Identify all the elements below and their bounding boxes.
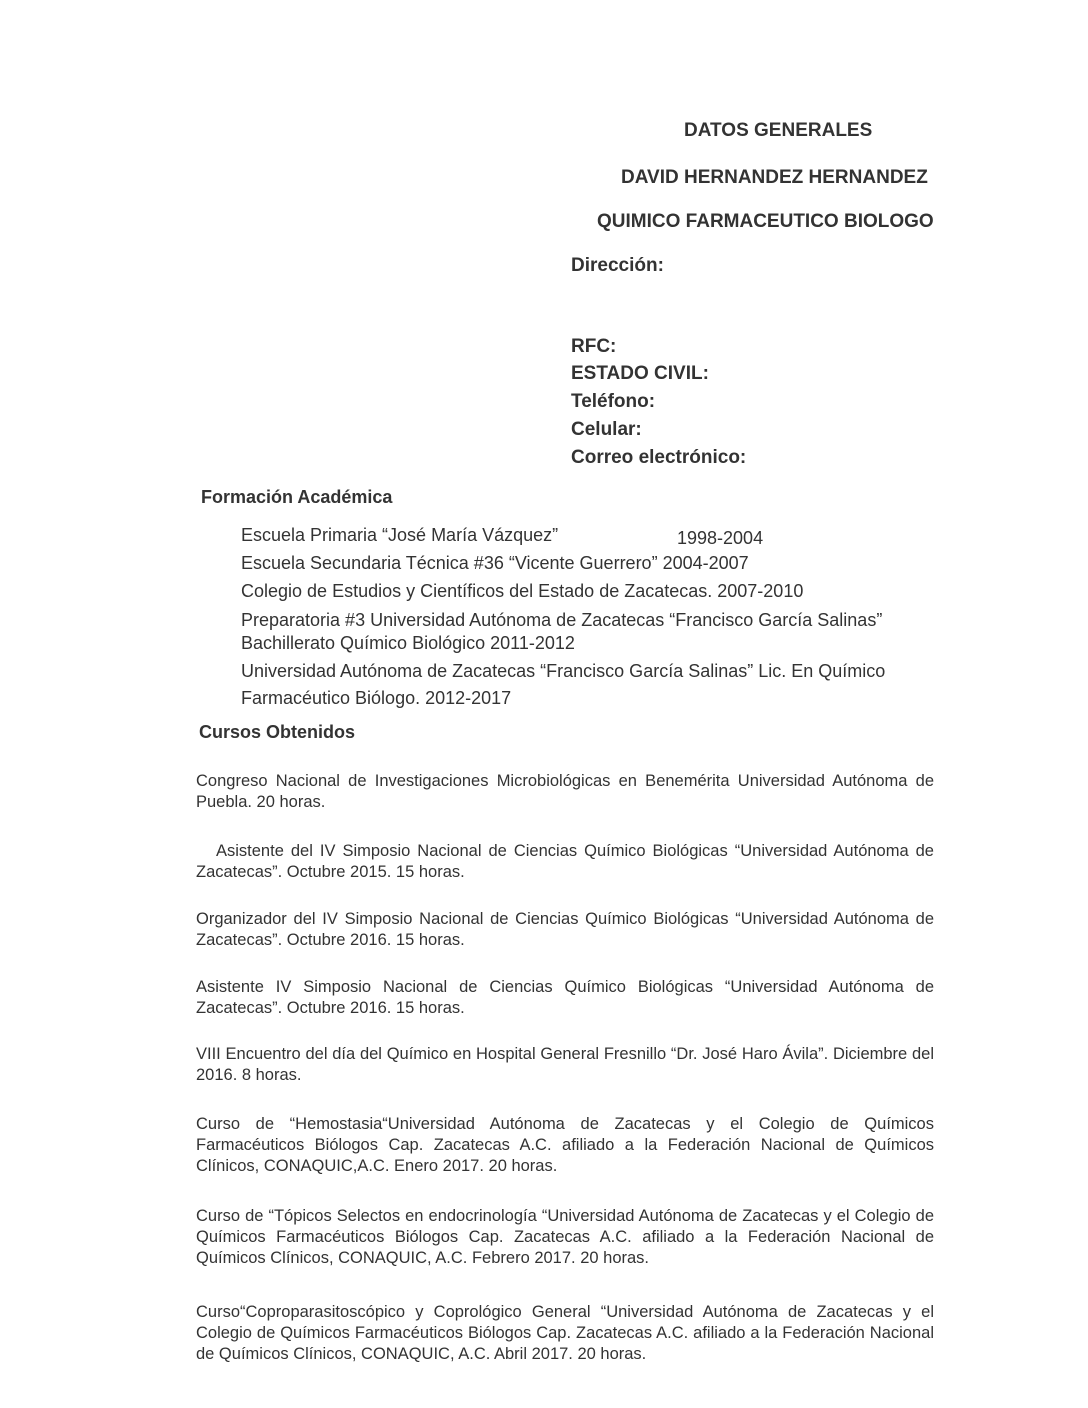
- edu-line: Colegio de Estudios y Científicos del Estado de Zacatecas. 2007-2010: [241, 581, 804, 601]
- edu-year: 1998-2004: [677, 528, 764, 548]
- document-title: DATOS GENERALES: [684, 120, 873, 141]
- formacion-heading: Formación Académica: [201, 487, 393, 507]
- course-item: VIII Encuentro del día del Químico en Hospital General Fresnillo “Dr. José Haro Ávila”. Diciembre del 2016. 8 horas.: [196, 1045, 934, 1084]
- course-item: Curso de “Tópicos Selectos en endocrinología “Universidad Autónoma de Zacatecas y el Colegio de Químicos Farmacéuticos Biólogos Cap. Zacatecas A.C. afiliado a la Federación Nacional de Químicos Clínicos, CONAQUIC, A.C. Febrero 2017. 20 horas.: [196, 1207, 934, 1267]
- course-item: Curso“Coproparasitoscópico y Coprológico General “Universidad Autónoma de Zacatecas y el Colegio de Químicos Farmacéuticos Biólogos Cap. Zacatecas A.C. afiliado a la Federación Nacional de Químicos Clínicos, CONAQUIC, A.C. Abril 2017. 20 horas.: [196, 1303, 934, 1363]
- correo-label: Correo electrónico:: [571, 447, 747, 468]
- edu-line: Farmacéutico Biólogo. 2012-2017: [241, 688, 512, 708]
- course-item: Asistente IV Simposio Nacional de Ciencias Químico Biológicas “Universidad Autónoma de Zacatecas”. Octubre 2016. 15 horas.: [196, 978, 934, 1017]
- course-item: Curso de “Hemostasia“Universidad Autónoma de Zacatecas y el Colegio de Químicos Farmacéuticos Biólogos Cap. Zacatecas A.C. afiliado a la Federación Nacional de Químicos Clínicos, CONAQUIC,A.C. Enero 2017. 20 horas.: [196, 1115, 934, 1175]
- course-item: Congreso Nacional de Investigaciones Microbiológicas en Benemérita Universidad Autónoma de Puebla. 20 horas.: [196, 772, 934, 811]
- telefono-label: Teléfono:: [571, 391, 656, 412]
- rfc-label: RFC:: [571, 336, 617, 357]
- person-name: DAVID HERNANDEZ HERNANDEZ: [621, 167, 928, 188]
- cursos-heading: Cursos Obtenidos: [199, 722, 356, 742]
- edu-line: Universidad Autónoma de Zacatecas “Francisco García Salinas” Lic. En Químico: [241, 661, 886, 681]
- edu-line: Preparatoria #3 Universidad Autónoma de Zacatecas “Francisco García Salinas”: [241, 610, 883, 630]
- edu-line: Escuela Primaria “José María Vázquez”: [241, 525, 559, 545]
- edu-line: Bachillerato Químico Biológico 2011-2012: [241, 633, 575, 653]
- course-item: Asistente del IV Simposio Nacional de Ciencias Químico Biológicas “Universidad Autónoma de Zacatecas”. Octubre 2015. 15 horas.: [196, 842, 934, 881]
- direccion-label: Dirección:: [571, 255, 664, 276]
- estado-civil-label: ESTADO CIVIL:: [571, 363, 709, 384]
- course-item: Organizador del IV Simposio Nacional de Ciencias Químico Biológicas “Universidad Autónoma de Zacatecas”. Octubre 2016. 15 horas.: [196, 910, 934, 949]
- celular-label: Celular:: [571, 419, 642, 440]
- edu-line: Escuela Secundaria Técnica #36 “Vicente Guerrero” 2004-2007: [241, 553, 749, 573]
- profession: QUIMICO FARMACEUTICO BIOLOGO: [597, 211, 934, 232]
